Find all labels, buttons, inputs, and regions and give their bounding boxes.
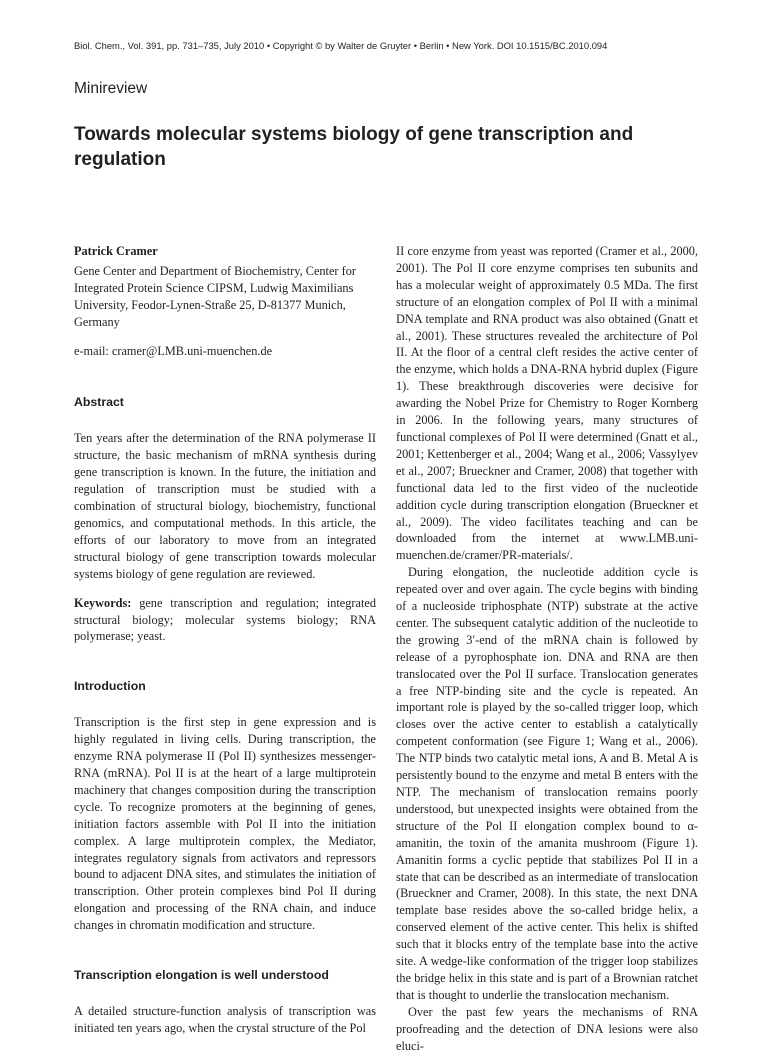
author-name: Patrick Cramer [74,244,158,258]
keywords-text: gene transcription and regulation; integrated structural biology; molecular systems biology; RNA polymerase; yeast. [74,595,376,644]
elongation-text-continued: II core enzyme from yeast was reported (Cramer et al., 2000, 2001). The Pol II core enzyme comprises ten subunits and has a molecular weight of approximately 0.5 MDa. The first structure of an elongation complex of Pol II with a minimal DNA template and RNA product was also obtained (Gnatt et al., 2001). These structures revealed the architecture of Pol II. At the floor of a central cleft resides the active center of the enzyme, which holds a DNA-RNA hybrid duplex (Figure 1). These breakthrough discoveries were decisive for awarding the Nobel Prize for Chemistry to Roger Kornberg in 2006. In the following years, many structures of functional complexes of Pol II were determined (Gnatt et al., 2001; Kettenberger et al., 2004; Wang et al., 2006; Vassylyev et al., 2007; Brueckner and Cramer, 2008) that together with functional data led to the first video of the nucleotide addition cycle during transcription elongation (Brueckner et al., 2009). The video facilitates teaching and can be downloaded from the internet at www.LMB.uni-muenchen.de/cramer/PR-materials/. [396,244,698,563]
abstract-heading: Abstract [74,395,124,410]
elongation-paragraph-2: During elongation, the nucleotide addition cycle is repeated over and over again. The cycle begins with binding of a nucleoside triphosphate (NTP) substrate at the active center. The subsequent catalytic addition of the nucleotide to the growing 3′-end of the mRNA chain is followed by release of a pyrophosphate ion. DNA and RNA are then translocated over the Pol II surface. Translocation generates a free NTP-binding site and the cycle is repeated. An important role is played by the so-called trigger loop, which closes over the active center to establish a catalytically competent conformation (see Figure 1; Wang et al., 2006). The NTP binds two catalytic metal ions, A and B. Metal A is persistently bound to the enzyme and metal B enters with the NTP. The mechanism of translocation remains poorly understood, but unexpected insights were obtained from the structure of the Pol II elongation complex bound to α-amanitin, the toxin of the amanita mushroom (Figure 1). Amanitin forms a cyclic peptide that stabilizes Pol II in a state that can be described as an intermediate of translocation (Brueckner and Cramer, 2008). In this state, the next DNA template base resides above the so-called bridge helix, a conserved element of the active center. This helix is shifted such that it blocks entry of the template base into the active site. A wedge-like conformation of the trigger loop stabilizes the bridge helix in this state and is part of a Brownian ratchet that is thought to underlie the translocation mechanism. [396,565,698,1002]
article-title: Towards molecular systems biology of gene transcription and regulation [74,124,634,170]
introduction-heading: Introduction [74,679,146,694]
elongation-heading: Transcription elongation is well understood [74,968,329,983]
keywords-label: Keywords: [74,595,132,610]
author-email: e-mail: cramer@LMB.uni-muenchen.de [74,343,273,358]
journal-citation-header: Biol. Chem., Vol. 391, pp. 731–735, July 2010 • Copyright © by Walter de Gruyter • Berlin • New York. DOI 10.1515/BC.2010.094 [74,40,608,51]
elongation-text-start: A detailed structure-function analysis of transcription was initiated ten years ago, when the crystal structure of the Pol [74,1004,376,1035]
right-column [396,243,698,1055]
introduction-text: Transcription is the first step in gene expression and is highly regulated in living cells. During transcription, the enzyme RNA polymerase II (Pol II) synthesizes messenger-RNA (mRNA). Pol II is at the heart of a large multiprotein machinery that changes composition during the transcription cycle. To recognize promoters at the beginning of genes, initiation factors assemble with Pol II into the initiation complex. A large multiprotein complex, the Mediator, integrates regulatory signals from activators and repressors bound to adjacent DNA sites, and stimulates the initiation of transcription. Other protein complexes bind Pol II during elongation and processing of the RNA chain, and induce changes in chromatin modification and structure. [74,715,376,933]
author-affiliation: Gene Center and Department of Biochemistry, Center for Integrated Protein Science CIPSM, Ludwig Maximilians University, Feodor-Lynen-Straße 25, D-81377 Munich, Germany [74,263,356,329]
article-type-label: Minireview [74,80,148,97]
left-column [74,243,376,1037]
abstract-text: Ten years after the determination of the RNA polymerase II structure, the basic mechanism of mRNA synthesis during gene transcription is known. In the future, the initiation and regulation of transcription must be studied with a combination of structural biology, biochemistry, functional genomics, and computational methods. In this article, the efforts of our laboratory to move from an integrated structural biology of gene transcription towards molecular systems biology of gene regulation are reviewed. [74,431,376,581]
elongation-paragraph-3: Over the past few years the mechanisms of RNA proofreading and the detection of DNA lesions were also eluci- [396,1004,698,1053]
keywords [74,595,376,646]
